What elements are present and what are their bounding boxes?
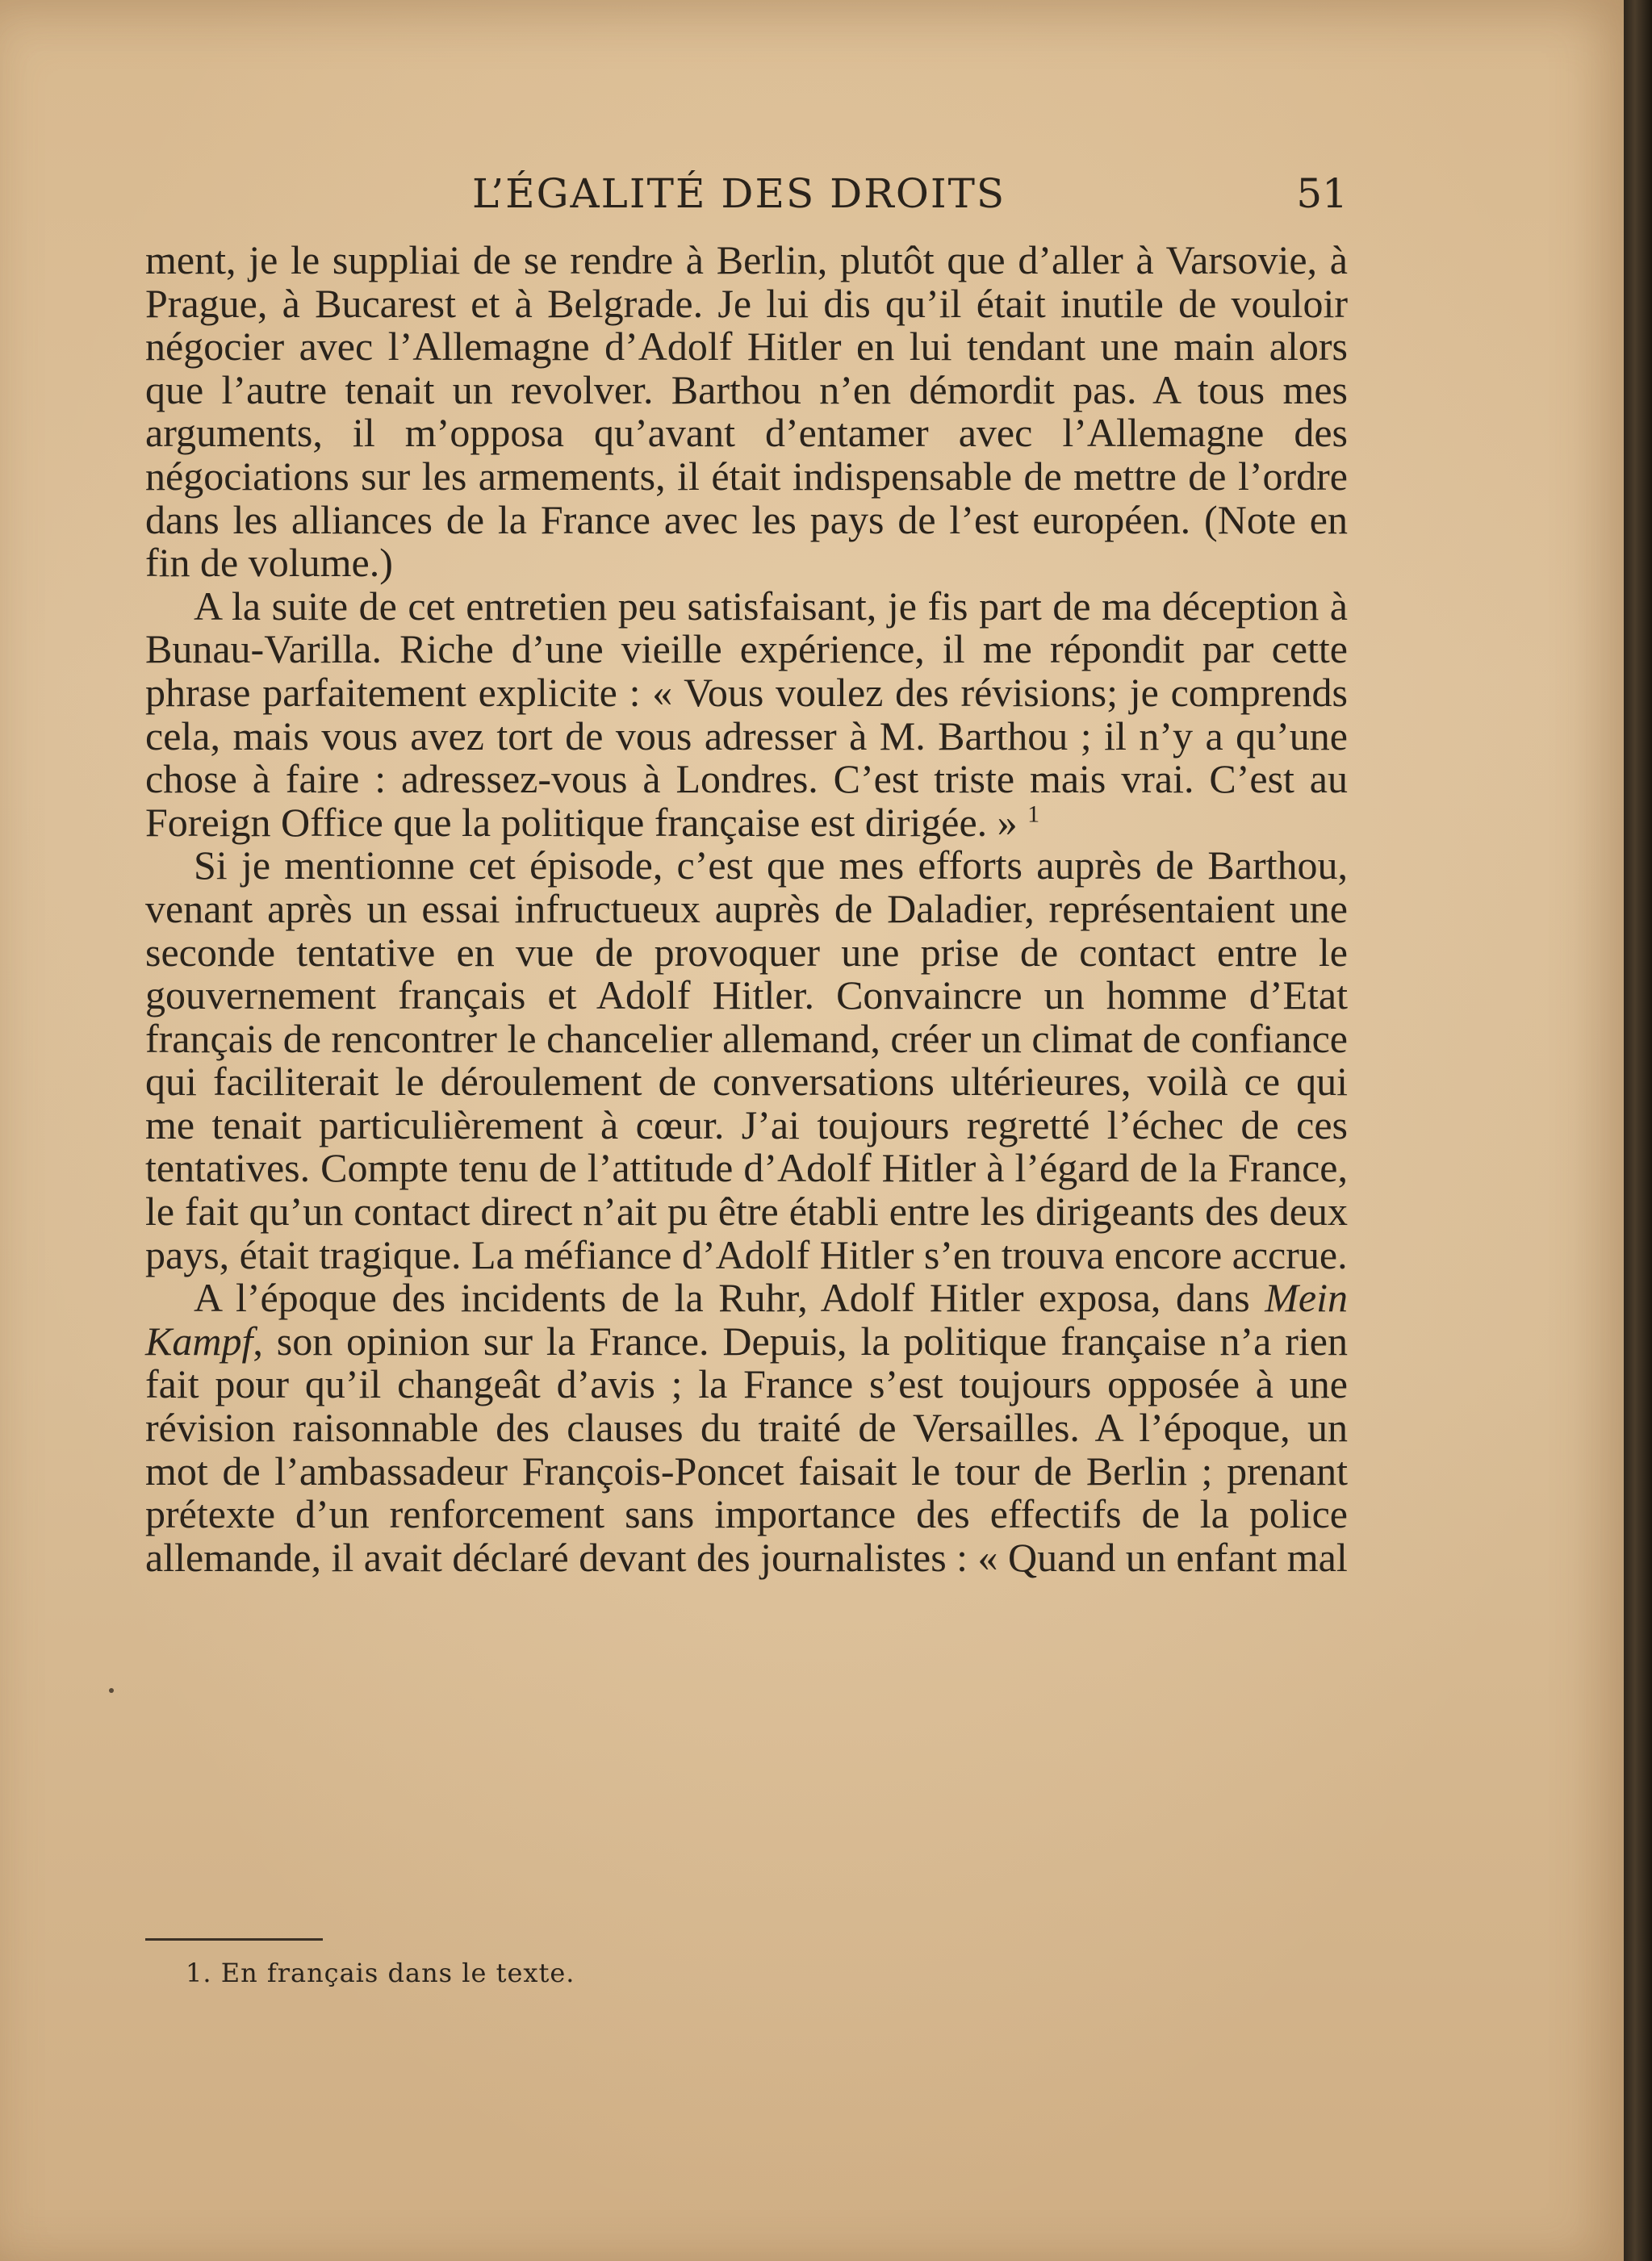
footnote: 1. En français dans le texte. xyxy=(186,1958,575,1988)
paragraph-3 xyxy=(145,844,1348,1277)
paragraph-4-text-after: , son opinion sur la France. Depuis, la politique française n’a rien fait pour qu’il changeât d’avis ; la France s’est toujours opposée à une révision raisonnable des clauses du traité de Versailles. A l’époque, un mot de l’ambassadeur François-Poncet faisait le tour de Berlin ; prenant prétexte d’un renforcement sans importance des effectifs de la police allemande, il avait déclaré devant des journalistes : « Quand un enfant mal xyxy=(145,1318,1348,1580)
paragraph-4 xyxy=(145,1277,1348,1579)
footnote-reference: 1 xyxy=(1027,800,1040,828)
paragraph-2-text: A la suite de cet entretien peu satisfaisant, je fis part de ma déception à Bunau-Varilla. Riche d’une vieille expérience, il me répondit par cette phrase parfaitement explicite : « Vous voulez des révisions; je comprends cela, mais vous avez tort de vous adresser à M. Barthou ; il n’y a qu’une chose à faire : adressez-vous à Londres. C’est triste mais vrai. C’est au Foreign Office que la politique française est dirigée. » xyxy=(145,583,1348,845)
book-title-italic: Mein Kampf xyxy=(145,1275,1348,1364)
paragraph-3-text: Si je mentionne cet épisode, c’est que mes efforts auprès de Barthou, venant après un essai infructueux auprès de Daladier, représentaient une seconde tentative en vue de provoquer une prise de contact entre le gouvernement français et Adolf Hitler. Convaincre un homme d’Etat français de rencontrer le chancelier allemand, créer un climat de confiance qui faciliterait le déroulement de conversations ultérieures, voilà ce qui me tenait particulièrement à cœur. J’ai toujours regretté l’échec de ces tentatives. Compte tenu de l’attitude d’Adolf Hitler à l’égard de la France, le fait qu’un contact direct n’ait pu être établi entre les dirigeants des deux pays, était tragique. La méfiance d’Adolf Hitler s’en trouva encore accrue. xyxy=(145,842,1348,1277)
paragraph-4-text-before: A l’époque des incidents de la Ruhr, Adolf Hitler exposa, dans xyxy=(194,1275,1265,1321)
paragraph-1 xyxy=(145,239,1348,585)
page-edge-shadow xyxy=(1624,0,1652,2261)
running-head xyxy=(145,157,1348,230)
body-text xyxy=(145,239,1348,1579)
paragraph-1-text: ment, je le suppliai de se rendre à Berlin, plutôt que d’aller à Varsovie, à Prague, à Bucarest et à Belgrade. Je lui dis qu’il était inutile de vouloir négocier avec l’Allemagne d’Adolf Hitler en lui tendant une main alors que l’autre tenait un revolver. Barthou n’en démordit pas. A tous mes arguments, il m’opposa qu’avant d’entamer avec l’Allemagne des négociations sur les armements, il était indispensable de mettre de l’ordre dans les alliances de la France avec les pays de l’est européen. (Note en fin de volume.) xyxy=(145,237,1348,586)
paragraph-2 xyxy=(145,585,1348,845)
running-title: L’ÉGALITÉ DES DROITS xyxy=(472,170,1006,217)
footnote-rule xyxy=(145,1938,323,1941)
ink-speck xyxy=(109,1688,114,1693)
page-number: 51 xyxy=(1296,170,1348,217)
